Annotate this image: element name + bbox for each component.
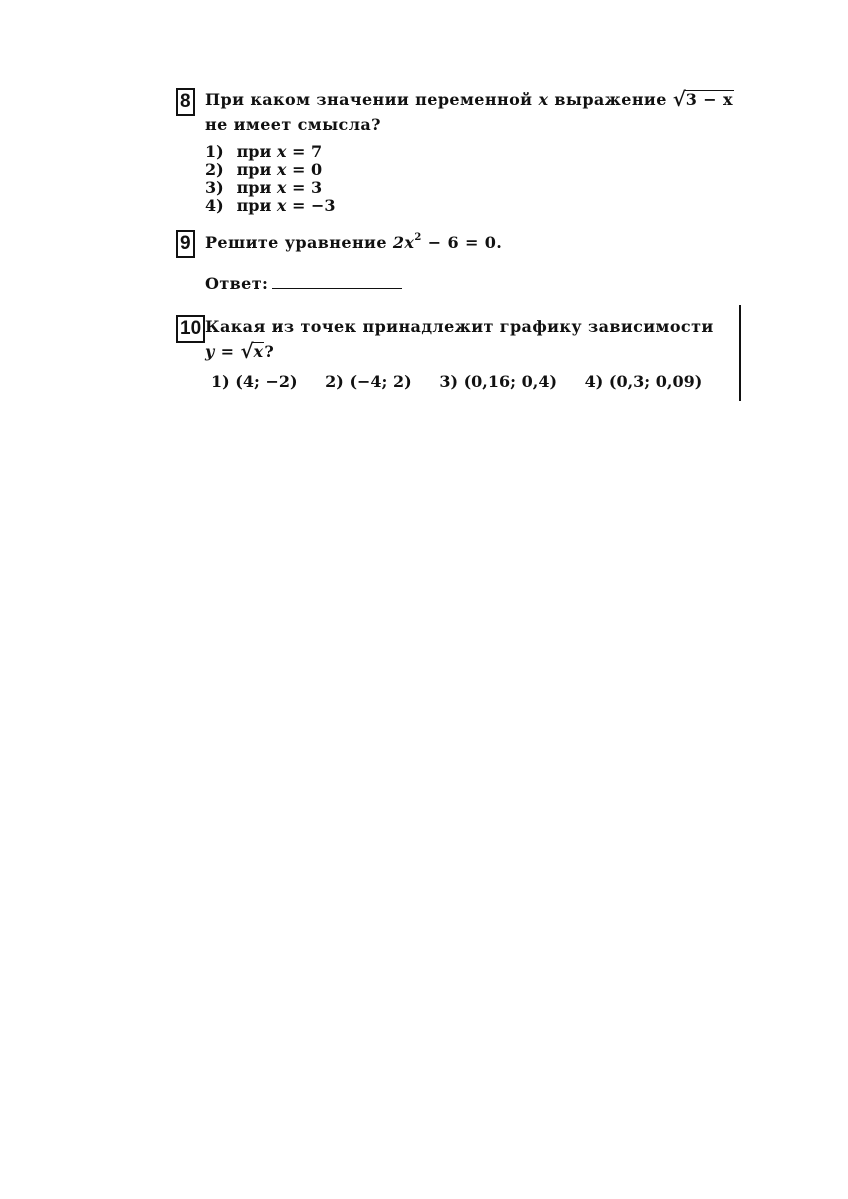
task-8-option-2: [205, 161, 322, 179]
option-number: 3): [439, 372, 459, 391]
task-10-question-line-1: Какая из точек принадлежит графику зависимости: [205, 317, 714, 336]
margin-rule: [739, 305, 741, 401]
option-text: при: [236, 142, 272, 161]
task-10-option-4: [585, 372, 703, 391]
task-9-answer-row: [205, 274, 268, 293]
option-variable: x: [276, 178, 287, 197]
option-value: (0,16; 0,4): [463, 372, 558, 391]
task-9-answer-blank[interactable]: [272, 288, 402, 289]
option-number: 1): [205, 142, 224, 161]
task-8-variable: x: [538, 90, 549, 109]
sqrt-radical-sign: √: [240, 339, 255, 363]
task-9-equation-exponent: 2: [414, 232, 422, 243]
task-9-equation-base: 2x: [392, 233, 415, 252]
task-9-question: [205, 232, 502, 252]
option-text: при: [236, 160, 272, 179]
task-8-option-3: [205, 179, 322, 197]
option-value: = 7: [292, 142, 323, 161]
task-8-sqrt-expression: [672, 87, 734, 111]
task-10-options: [211, 372, 724, 391]
option-variable: x: [276, 142, 287, 161]
task-9-answer-label: Ответ:: [205, 274, 269, 293]
task-8-question-text: При каком значении переменной: [205, 90, 533, 109]
task-8-question-line-2: не имеет смысла?: [205, 115, 381, 134]
option-value: = 3: [292, 178, 323, 197]
task-number-10: 10: [176, 315, 205, 343]
task-8-radicand: 3 − x: [685, 90, 733, 109]
option-variable: x: [276, 196, 287, 215]
task-number-9: 9: [176, 230, 195, 258]
option-number: 3): [205, 178, 224, 197]
task-8-question-after: выражение: [554, 90, 667, 109]
option-value: (−4; 2): [349, 372, 412, 391]
task-10-radicand: x: [253, 342, 264, 361]
task-9-prompt: Решите уравнение: [205, 233, 387, 252]
task-8-option-4: [205, 197, 336, 215]
task-10-question-line-2: [205, 339, 275, 363]
sqrt-radical-sign: √: [672, 87, 687, 111]
task-8-option-1: [205, 143, 322, 161]
option-number: 2): [325, 372, 344, 391]
option-value: = −3: [292, 196, 336, 215]
option-value: (0,3; 0,09): [608, 372, 703, 391]
task-10-option-3: [439, 372, 557, 391]
task-number-8: 8: [176, 88, 195, 116]
task-10-option-2: [325, 372, 412, 391]
option-number: 2): [205, 160, 224, 179]
task-10-question-mark: ?: [264, 342, 275, 361]
option-value: (4; −2): [235, 372, 298, 391]
option-value: = 0: [292, 160, 323, 179]
task-10-lhs: y =: [205, 342, 235, 361]
option-variable: x: [276, 160, 287, 179]
option-text: при: [236, 178, 272, 197]
option-number: 1): [211, 372, 230, 391]
option-number: 4): [584, 372, 604, 391]
option-number: 4): [205, 196, 224, 215]
option-text: при: [236, 196, 272, 215]
task-10-sqrt-expression: [240, 339, 264, 363]
task-9-equation-rest: − 6 = 0.: [427, 233, 503, 252]
task-8-question-line-1: [205, 87, 734, 111]
task-10-option-1: [211, 372, 298, 391]
